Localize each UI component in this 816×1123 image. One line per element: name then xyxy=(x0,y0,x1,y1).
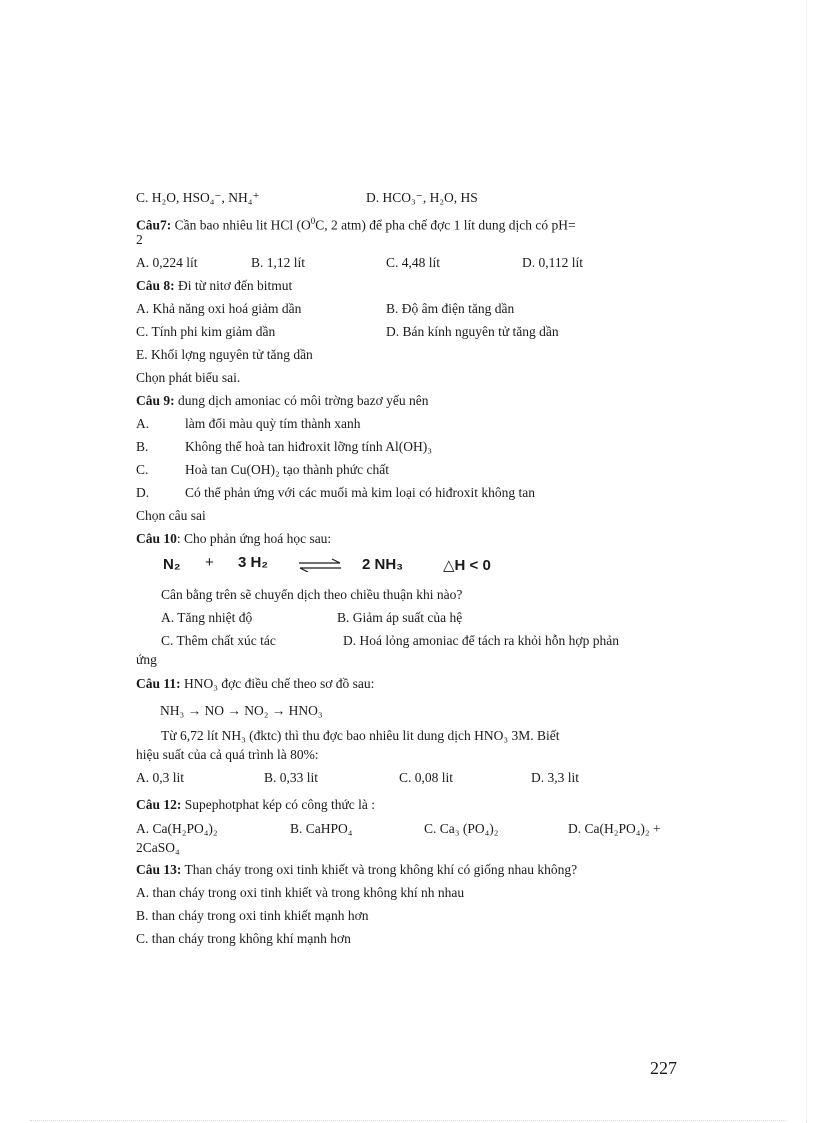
q7-label: Câu7: xyxy=(136,217,172,233)
q9-label: Câu 9: xyxy=(136,393,175,408)
q8-option-e: E. Khối lợng nguyên tử tăng dần xyxy=(136,347,313,362)
q13-stem xyxy=(136,862,577,878)
q11-option-a: A. 0,3 lit xyxy=(136,770,185,785)
q12-text: Supephotphat kép có công thức là : xyxy=(184,797,376,812)
q9-option-d-letter: D. xyxy=(136,485,150,500)
q8-option-d: D. Bán kính nguyên tử tăng dần xyxy=(386,324,559,339)
q9-option-a-text: làm đổi màu quỳ tím thành xanh xyxy=(185,416,361,431)
q9-option-d-text: Có thể phản ứng với các muối mà kim loại có hiđroxit không tan xyxy=(185,485,536,500)
q7-option-c: C. 4,48 lít xyxy=(386,255,441,270)
q10-question: Cân bằng trên sẽ chuyển dịch theo chiều thuận khi nào? xyxy=(161,587,463,602)
q8-stem xyxy=(136,278,292,294)
q10-option-b: B. Giảm áp suất của hệ xyxy=(337,610,463,625)
q8-text: Đi từ nitơ đến bitmut xyxy=(178,278,293,293)
q9-option-b-letter: B. xyxy=(136,439,149,454)
q7-option-d: D. 0,112 lít xyxy=(522,255,584,270)
q13-option-a: A. than cháy trong oxi tinh khiết và trong không khí nh nhau xyxy=(136,885,465,900)
eq-nh3: 2 NH₃ xyxy=(362,556,404,573)
q10-option-c: C. Thêm chất xúc tác xyxy=(161,633,276,648)
q12-option-c: C. Ca₃ (PO₄)₂ xyxy=(424,821,499,836)
q12-option-a: A. Ca(H₂PO₄)₂ xyxy=(136,821,218,836)
q9-option-c-letter: C. xyxy=(136,462,149,477)
q9-stem xyxy=(136,393,428,409)
q7-stem-cont: 2 xyxy=(136,232,143,247)
q12-option-b: B. CaHPO₄ xyxy=(290,821,353,836)
q10-stem xyxy=(136,531,331,547)
q6-option-c: C. H₂O, HSO₄⁻, NH₄⁺ xyxy=(136,190,260,205)
q9-option-c-text: Hoà tan Cu(OH)₂ tạo thành phức chất xyxy=(185,462,389,477)
q8-option-c: C. Tính phi kim giảm dần xyxy=(136,324,276,339)
q11-body-1: Từ 6,72 lít NH₃ (đktc) thì thu đợc bao nhiêu lit dung dịch HNO₃ 3M. Biết xyxy=(161,728,560,743)
q8-instruction: Chọn phát biểu sai. xyxy=(136,370,241,385)
q10-option-a: A. Tăng nhiệt độ xyxy=(161,610,253,625)
q11-option-d: D. 3,3 lit xyxy=(531,770,580,785)
q10-label: Câu 10 xyxy=(136,531,177,546)
q8-option-b: B. Độ âm điện tăng dần xyxy=(386,301,515,316)
q9-option-a-letter: A. xyxy=(136,416,150,431)
q11-scheme: NH₃ → NO → NO₂ → HNO₃ xyxy=(160,703,323,718)
q13-option-b: B. than cháy trong oxi tinh khiết mạnh hơn xyxy=(136,908,369,923)
eq-enthalpy: △H < 0 xyxy=(443,557,491,574)
q9-text: dung dịch amoniac có môi trờng bazơ yếu nên xyxy=(178,393,429,408)
q10-option-d: D. Hoá lỏng amoniac để tách ra khỏi hỗn hợp phản xyxy=(343,633,619,648)
q7-option-b: B. 1,12 lít xyxy=(251,255,306,270)
q7-text-a: Cần bao nhiêu lit HCl (O xyxy=(174,217,311,233)
q6-option-d: D. HCO₃⁻, H₂O, HS xyxy=(366,190,478,205)
page-number: 227 xyxy=(650,1058,677,1078)
q9-option-b-text: Không thể hoà tan hiđroxit lỡng tính Al(OH)₃ xyxy=(185,439,432,454)
q11-option-c: C. 0,08 lit xyxy=(399,770,454,785)
q12-stem xyxy=(136,797,375,813)
q12-label: Câu 12: xyxy=(136,797,182,812)
q11-stem xyxy=(136,676,374,692)
q11-body-2: hiệu suất của cả quá trình là 80%: xyxy=(136,747,319,762)
q13-label: Câu 13: xyxy=(136,862,182,877)
q13-option-c: C. than cháy trong không khí mạnh hơn xyxy=(136,931,351,946)
eq-n2: N₂ xyxy=(163,556,181,573)
q8-label: Câu 8: xyxy=(136,278,175,293)
q7-option-a: A. 0,224 lít xyxy=(136,255,198,270)
eq-plus: + xyxy=(205,554,214,571)
q11-text: HNO₃ đợc điều chế theo sơ đồ sau: xyxy=(184,676,375,691)
page-right-border xyxy=(806,0,807,1123)
q7-stem xyxy=(136,213,576,234)
q7-text-b: C, 2 atm) để pha chế đợc 1 lít dung dịch có pH= xyxy=(315,217,576,233)
q12-option-d: D. Ca(H₂PO₄)₂ + xyxy=(568,821,661,836)
equilibrium-arrow-icon xyxy=(298,558,342,572)
q12-option-d-cont: 2CaSO₄ xyxy=(136,840,180,855)
q10-text: : Cho phản ứng hoá học sau: xyxy=(176,531,332,546)
q11-label: Câu 11: xyxy=(136,676,181,691)
q13-text: Than cháy trong oxi tinh khiết và trong không khí có giống nhau không? xyxy=(184,862,578,877)
eq-h2: 3 H₂ xyxy=(238,554,269,571)
q11-option-b: B. 0,33 lit xyxy=(264,770,319,785)
q10-option-d-cont: ứng xyxy=(136,652,157,667)
q9-instruction: Chọn câu sai xyxy=(136,508,206,523)
q8-option-a: A. Khả năng oxi hoá giảm dần xyxy=(136,301,302,316)
q7-degree-sup: 0 xyxy=(310,216,316,226)
page-bottom-border xyxy=(30,1120,786,1121)
